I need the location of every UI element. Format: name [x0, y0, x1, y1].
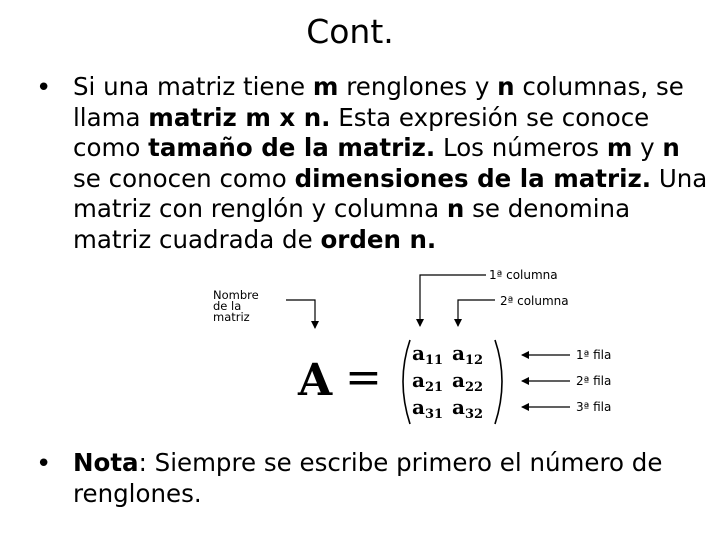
name-label-line: matriz — [213, 310, 250, 324]
entry-subscript: 21 — [424, 380, 444, 395]
col1-label: 1ª columna — [489, 268, 558, 282]
bold-run: n — [662, 133, 680, 163]
matrix-diagram — [210, 264, 635, 432]
name-label-line: Nombre — [213, 288, 259, 302]
bold-run: tamaño de la matriz. — [148, 133, 436, 163]
entry-base: a — [412, 341, 425, 365]
bold-run: n — [446, 194, 465, 224]
col2-label: 2ª columna — [500, 294, 569, 308]
name-label-line: de la — [213, 299, 242, 313]
bold-run: dimensiones de la matriz. — [294, 163, 652, 193]
text-run: : Siempre se escribe primero el número de renglones. — [73, 448, 663, 508]
name-arrow — [286, 300, 315, 328]
entry-base: a — [452, 368, 465, 392]
bold-run: m — [606, 133, 633, 163]
text-run: Si una matriz tiene — [73, 72, 313, 101]
left-paren-icon — [403, 340, 410, 424]
text-run: se denomina matriz cuadrada de — [73, 194, 631, 254]
text-run: se conocen como — [73, 163, 295, 193]
row2-label: 2ª fila — [576, 374, 612, 388]
entry-base: a — [452, 341, 465, 365]
slide-title: Cont. — [306, 12, 394, 51]
entry-subscript: 12 — [464, 353, 484, 368]
bullet-marker-1: • — [36, 73, 52, 103]
text-run: Una matriz con renglón y columna — [73, 163, 708, 224]
bold-run: Nota — [73, 448, 139, 477]
matrix-name-label — [213, 290, 259, 323]
matrix-entry — [412, 396, 443, 426]
entry-subscript: 22 — [464, 380, 484, 395]
entry-subscript: 11 — [424, 353, 444, 368]
bullet-marker-2: • — [36, 449, 52, 479]
row1-label: 1ª fila — [576, 348, 612, 362]
right-paren-icon — [495, 340, 502, 424]
matrix-entry — [452, 396, 483, 426]
bullet-paragraph-1 — [73, 72, 713, 256]
text-run: y — [632, 133, 663, 163]
entry-base: a — [452, 395, 465, 419]
entry-subscript: 32 — [464, 407, 484, 422]
equals-sign: = — [345, 352, 382, 403]
bold-run: matriz m x n. — [148, 102, 331, 132]
text-run: columnas, se llama — [73, 72, 684, 132]
col2-arrow — [458, 300, 495, 326]
entry-base: a — [412, 395, 425, 419]
bullet-paragraph-2 — [73, 448, 713, 509]
bold-run: m — [312, 72, 339, 101]
entry-subscript: 31 — [424, 407, 444, 422]
entry-base: a — [412, 368, 425, 392]
bold-run: n — [497, 72, 515, 101]
text-run: Los números — [435, 133, 607, 163]
matrix-symbol: A — [298, 355, 333, 406]
bold-run: orden n. — [320, 224, 437, 254]
row3-label: 3ª fila — [576, 400, 612, 414]
text-run: renglones y — [338, 72, 498, 101]
text-run: Esta expresión se conoce como — [73, 102, 650, 163]
